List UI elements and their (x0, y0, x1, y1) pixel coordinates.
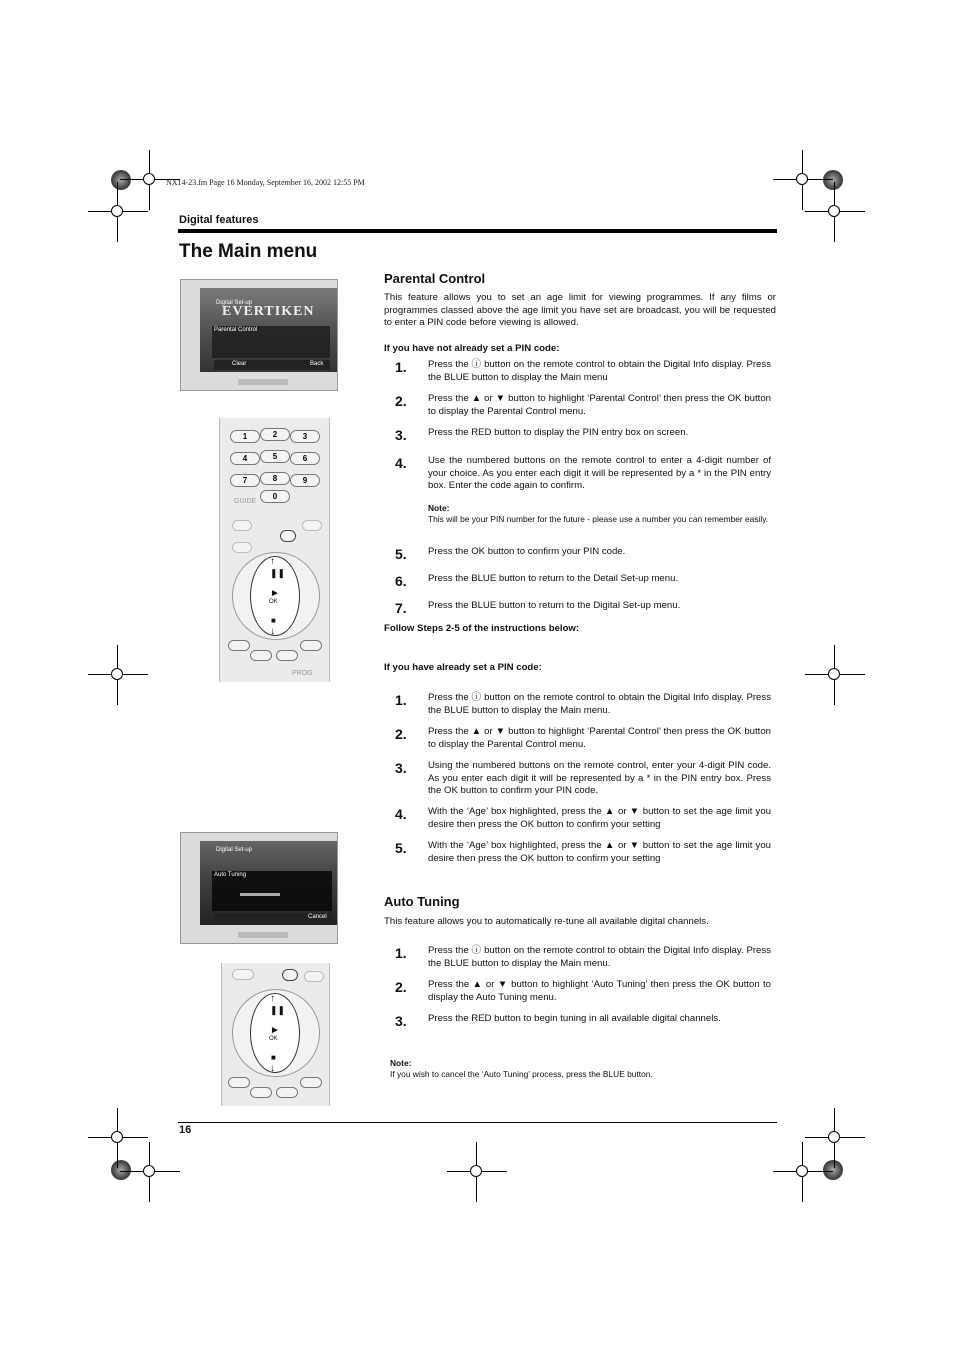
step-number: 2. (395, 726, 407, 742)
step-text: Press the ⓘ button on the remote control to obtain the Digital Info display. Press the BLUE button to display the Main menu (428, 359, 771, 383)
step-text: Press the ⓘ button on the remote control to obtain the Digital Info display. Press the BLUE button to display the Main menu. (428, 692, 771, 716)
crop-mark (120, 1142, 180, 1202)
pause-icon: ❚❚ (270, 1005, 286, 1015)
step-text: With the ‘Age’ box highlighted, press the ▲ or ▼ button to set the age limit you desire then press the OK button to confirm your setting (428, 840, 771, 864)
step-number: 5. (395, 840, 407, 856)
step-number: 6. (395, 573, 407, 589)
step-text: Press the ▲ or ▼ button to highlight ‘Auto Tuning’ then press the OK button to display the Auto Tuning menu. (428, 979, 771, 1003)
crop-mark (805, 182, 865, 242)
key-4: 4 (230, 452, 260, 465)
play-icon: ► (270, 588, 280, 599)
key-3: 3 (290, 430, 320, 443)
pin-set-title: If you have already set a PIN code: (384, 662, 542, 673)
footer-rule (178, 1122, 777, 1123)
step-text: Press the BLUE button to return to the Digital Set-up menu. (428, 600, 681, 611)
auto-tuning-heading: Auto Tuning (384, 894, 460, 909)
key-6: 6 (290, 452, 320, 465)
step-number: 1. (395, 945, 407, 961)
key-9: 9 (290, 474, 320, 487)
tv-clear-button: Clear (232, 361, 247, 367)
follow-steps-note: Follow Steps 2-5 of the instructions below: (384, 623, 580, 634)
play-icon: ► (270, 1025, 280, 1036)
stop-icon: ■ (271, 616, 276, 625)
page-title: The Main menu (179, 241, 318, 262)
pin-not-set-title: If you have not already set a PIN code: (384, 343, 560, 354)
step-text: With the ‘Age’ box highlighted, press the ▲ or ▼ button to set the age limit you desire then press the OK button to confirm your setting (428, 806, 771, 830)
note-title: Note: (390, 1058, 412, 1068)
down-arrow-icon: ↓ (270, 626, 275, 637)
down-arrow-icon: ↓ (270, 1063, 275, 1074)
note-text: If you wish to cancel the ‘Auto Tuning’ process, press the BLUE button. (390, 1069, 653, 1079)
tv-menu-title: Digital Set-up (216, 300, 253, 306)
step-number: 3. (395, 427, 407, 443)
step-number: 3. (395, 760, 407, 776)
step-text: Press the BLUE button to return to the Detail Set-up menu. (428, 573, 679, 584)
note-text: This will be your PIN number for the future - please use a number you can remember easily. (428, 514, 769, 524)
step-number: 2. (395, 393, 407, 409)
step-text: Press the RED button to display the PIN entry box on screen. (428, 427, 689, 438)
up-arrow-icon: ↑ (270, 556, 275, 567)
note-title: Note: (428, 503, 450, 513)
ok-label: OK (269, 599, 278, 605)
tv-screenshot-parental (180, 279, 338, 391)
step-text: Using the numbered buttons on the remote control, enter your 4-digit PIN code. As you enter each digit it will be represented by a * in the PIN entry box. Press the OK button to confirm your PIN code. (428, 760, 771, 796)
auto-tuning-intro: This feature allows you to automatically re-tune all available digital channels. (384, 916, 709, 927)
step-number: 1. (395, 359, 407, 375)
header-rule (178, 229, 777, 233)
crop-mark (447, 1142, 507, 1202)
crop-mark (805, 645, 865, 705)
crop-mark (88, 182, 148, 242)
step-text: Press the RED button to begin tuning in all available digital channels. (428, 1013, 721, 1024)
ok-label: OK (269, 1036, 278, 1042)
tv-menu-title: Digital Set-up (216, 847, 253, 853)
remote-control-illustration (221, 963, 330, 1106)
key-7: 7 (230, 474, 260, 487)
step-number: 3. (395, 1013, 407, 1029)
prog-label: PROG (292, 670, 313, 677)
crop-mark (773, 1142, 833, 1202)
stop-icon: ■ (271, 1053, 276, 1062)
tv-panel-title: Parental Control (214, 327, 258, 333)
step-number: 7. (395, 600, 407, 616)
step-number: 1. (395, 692, 407, 708)
parental-control-heading: Parental Control (384, 271, 486, 286)
step-number: 2. (395, 979, 407, 995)
step-number: 4. (395, 455, 407, 471)
tv-cancel-button: Cancel (308, 914, 327, 920)
file-info: NX14-23.fm Page 16 Monday, September 16, 2002 12:55 PM (166, 178, 365, 187)
key-5: 5 (260, 450, 290, 463)
tv-back-button: Back (310, 361, 324, 367)
up-arrow-icon: ↑ (270, 993, 275, 1004)
section-label: Digital features (179, 214, 259, 226)
step-text: Use the numbered buttons on the remote control to enter a 4-digit number of your choice. As you enter each digit it will be represented by a * in the PIN entry box. Enter the code again to confirm. (428, 455, 771, 491)
step-text: Press the OK button to confirm your PIN code. (428, 546, 626, 557)
step-number: 4. (395, 806, 407, 822)
crop-mark (88, 645, 148, 705)
tv-screenshot-auto-tuning (180, 832, 338, 944)
tv-overlay-word: EVERTIKEN (222, 304, 315, 319)
key-2: 2 (260, 428, 290, 441)
pause-icon: ❚❚ (270, 568, 286, 578)
key-8: 8 (260, 472, 290, 485)
parental-intro: This feature allows you to set an age limit for viewing programmes. If any films or programmes classed above the age limit you have set are broadcast, you will be requested to enter a PIN code before viewing is allowed. (384, 292, 776, 328)
guide-label: GUIDE (234, 498, 257, 505)
tv-panel-title: Auto Tuning (214, 872, 247, 878)
step-number: 5. (395, 546, 407, 562)
key-1: 1 (230, 430, 260, 443)
page-number: 16 (179, 1124, 192, 1136)
remote-control-illustration (219, 418, 330, 682)
step-text: Press the ▲ or ▼ button to highlight ‘Parental Control’ then press the OK button to display the Parental Control menu. (428, 393, 771, 417)
step-text: Press the ⓘ button on the remote control to obtain the Digital Info display. Press the BLUE button to display the Main menu. (428, 945, 771, 969)
key-0: 0 (260, 490, 290, 503)
step-text: Press the ▲ or ▼ button to highlight ‘Parental Control’ then press the OK button to display the Parental Control menu. (428, 726, 771, 750)
